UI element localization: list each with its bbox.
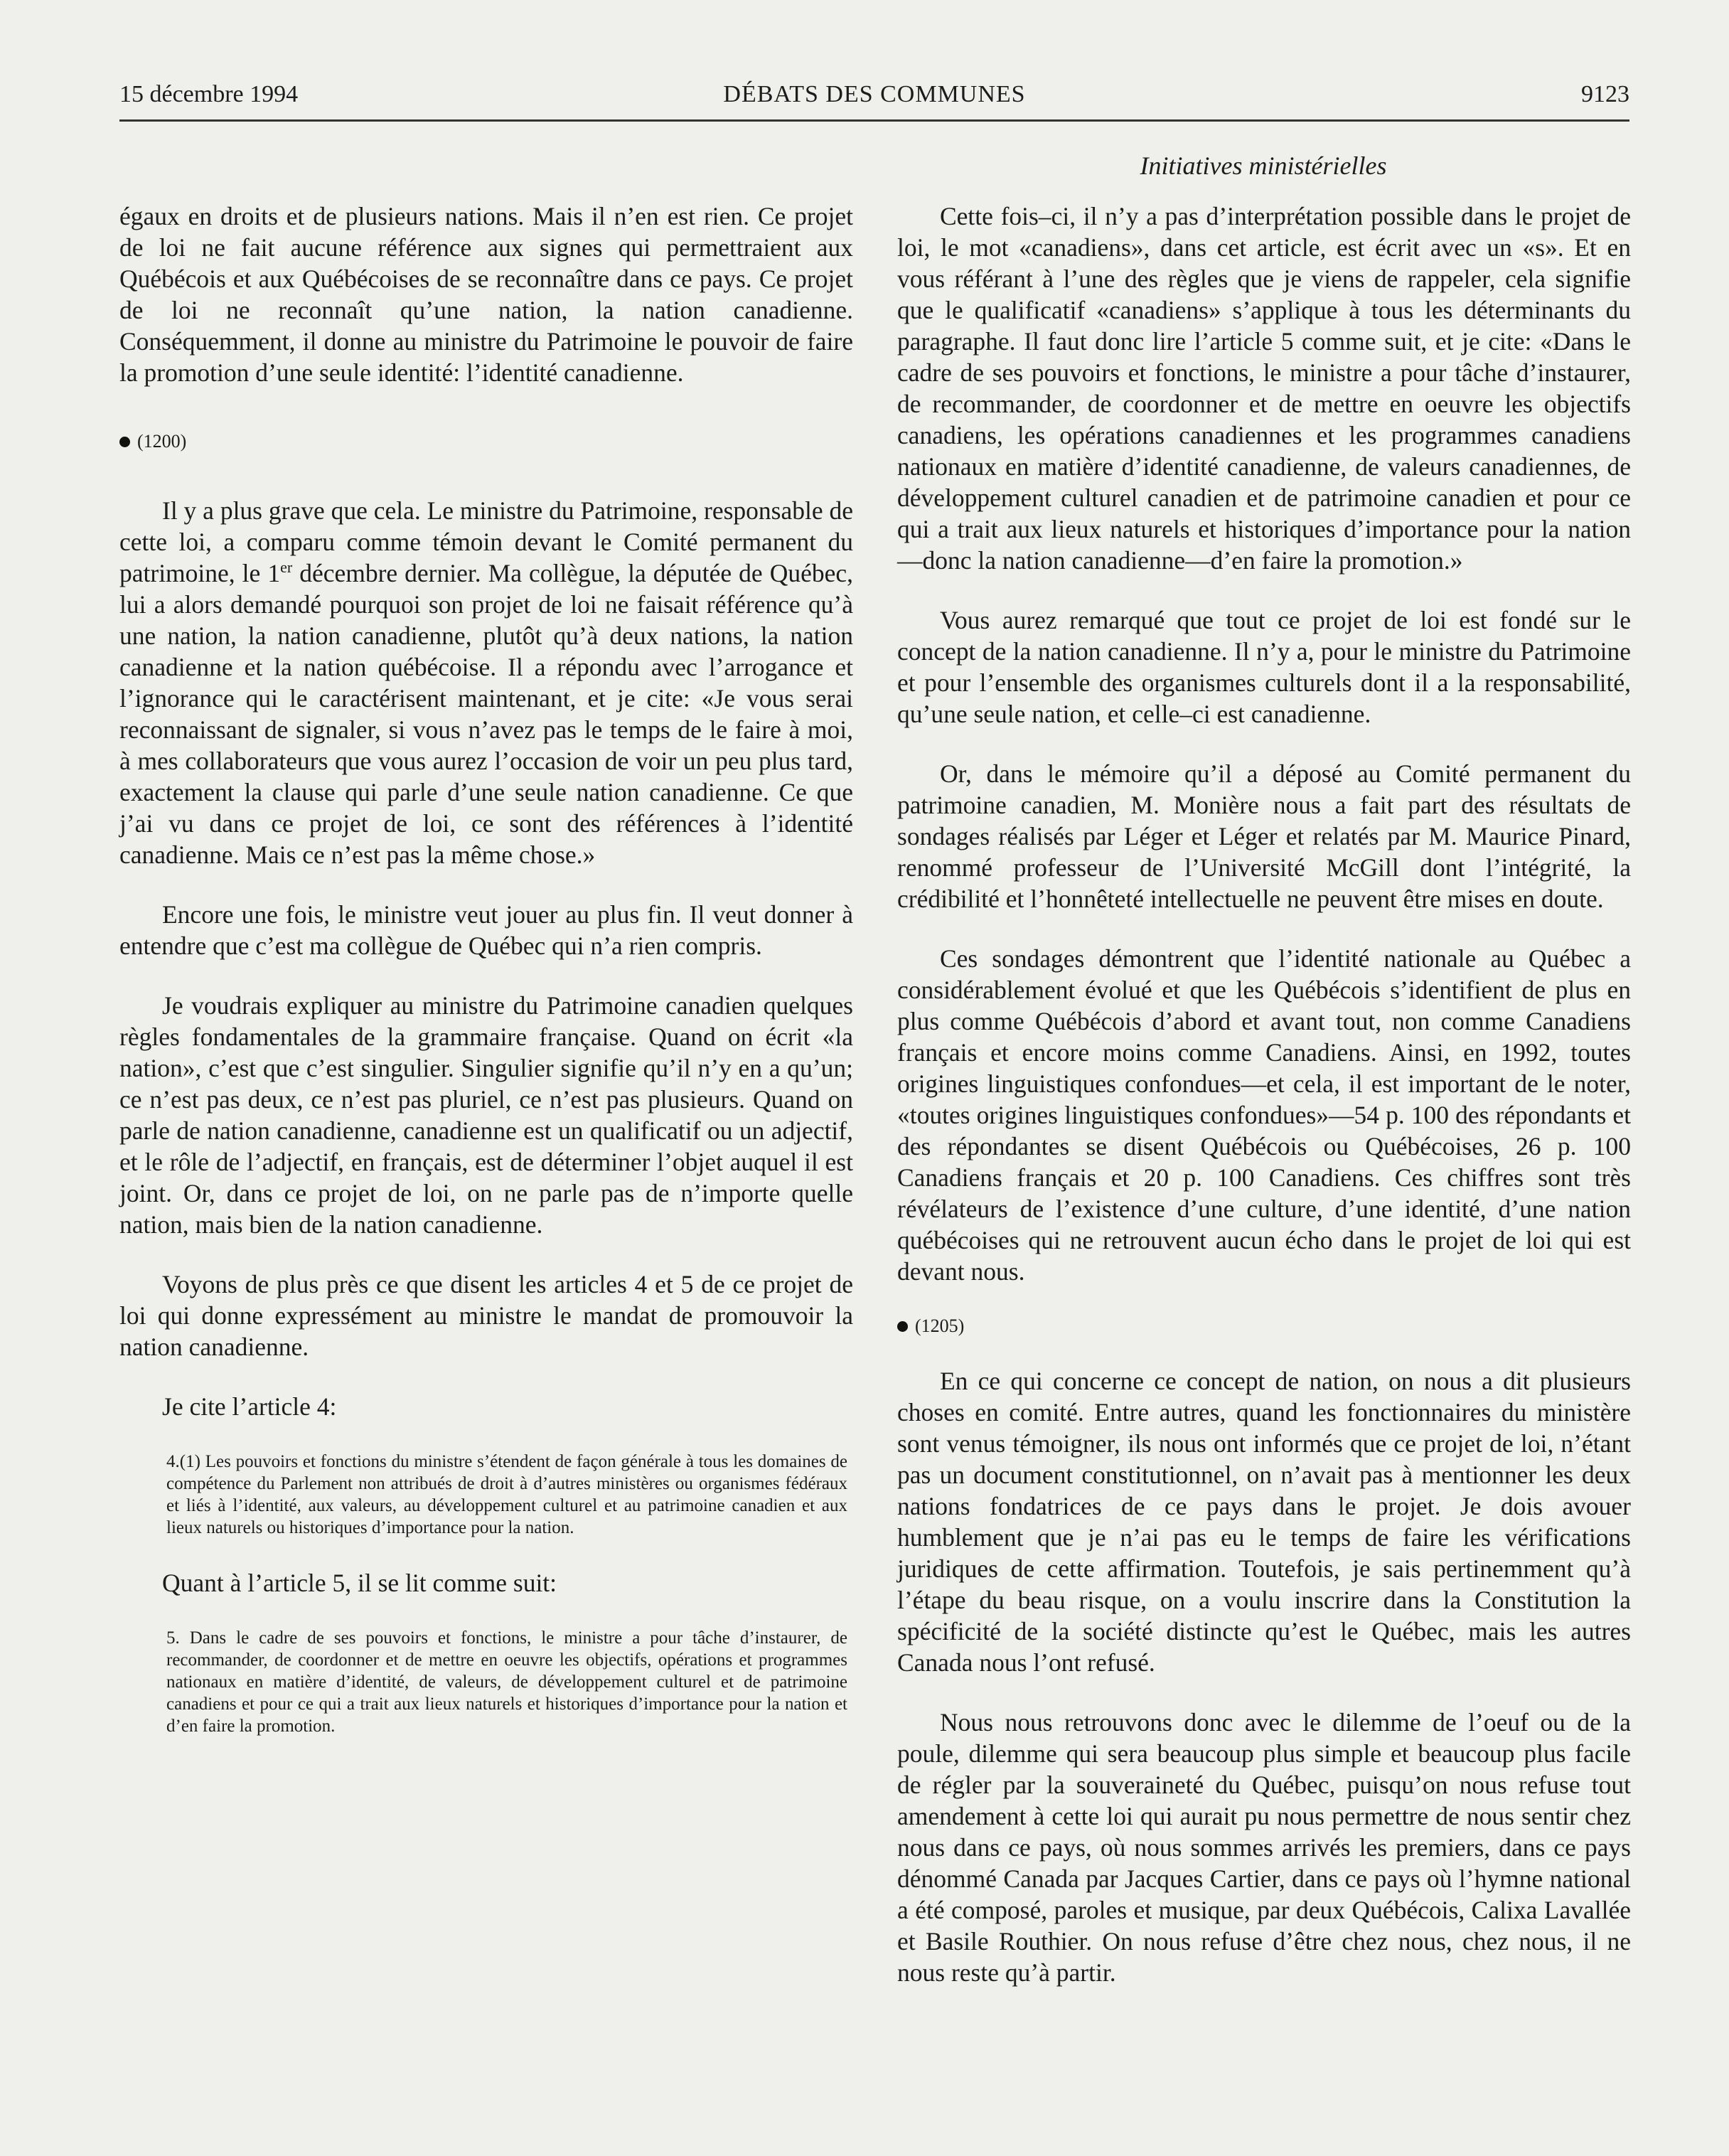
paragraph: égaux en droits et de plusieurs nations. Mais il n’en est rien. Ce projet de loi ne fait aucune référence aux signes qui permettraient aux Québécois et aux Québécoises de se reconnaître dans ce pays. Ce projet de loi ne reconnaît qu’une nation, la nation canadienne. Conséquemment, il donne au ministre du Patrimoine le pouvoir de faire la promotion d’une seule identité: l’identité canadienne. — [119, 202, 853, 387]
paragraph-text: décembre dernier. Ma collègue, la députée de Québec, lui a alors demandé pourquoi son projet de loi ne faisait référence qu’à une nation, la nation canadienne, plutôt qu’à deux nations, la nation canadienne et la nation québécoise. Il a répondu avec l’arrogance et l’ignorance qui le caractérisent maintenant, et je cite: «Je vous serai reconnaissant de signaler, si vous n’avez pas le temps de le faire à moi, à mes collaborateurs que vous aurez l’occasion de voir un peu plus tard, exactement la clause qui parle d’une seule nation canadienne. Ce que j’ai vu dans ce projet de loi, ce sont des références à l’identité canadienne. Mais ce n’est pas la même chose.» — [119, 559, 853, 869]
time-label: (1200) — [137, 431, 187, 452]
left-column — [119, 201, 853, 1737]
bullet-icon — [897, 1321, 908, 1332]
paragraph — [119, 495, 853, 870]
bullet-icon — [119, 437, 130, 447]
superscript: er — [280, 558, 293, 577]
law-excerpt: 5. Dans le cadre de ses pouvoirs et fonctions, le ministre a pour tâche d’instaurer, de recommander, de coordonner et de mettre en oeuvre les objectifs, opérations et programmes nationaux en matière d’identité, de valeurs, de développement culturel et de patrimoine canadiens et pour ce qui a trait aux lieux naturels et historiques d’importance pour la nation et d’en faire la promotion. — [166, 1628, 847, 1736]
section-heading: Initiatives ministérielles — [1140, 151, 1387, 180]
right-column — [897, 201, 1631, 1988]
law-excerpt: 4.(1) Les pouvoirs et fonctions du ministre s’étendent de façon générale à tous les domaines de compétence du Parlement non attribués de droit à d’autres ministères ou organismes fédéraux et liés à l’identité, aux valeurs, au développement culturel et au patrimoine canadien et aux lieux naturels ou historiques d’importance pour la nation. — [166, 1452, 847, 1537]
header-date: 15 décembre 1994 — [119, 81, 299, 107]
paragraph: Je voudrais expliquer au ministre du Patrimoine canadien quelques règles fondamentales de la grammaire française. Quand on écrit «la nation», c’est que c’est singulier. Singulier signifie qu’il n’y en a qu’un; ce n’est pas deux, ce n’est pas pluriel, ce n’est pas plusieurs. Quand on parle de nation canadienne, canadienne est un qualificatif ou un adjectif, et le rôle de l’adjectif, en français, est de déterminer l’objet auquel il est joint. Or, dans ce projet de loi, on ne parle pas de n’importe quelle nation, mais bien de la nation canadienne. — [119, 991, 853, 1239]
time-label: (1205) — [915, 1316, 965, 1336]
header-title: DÉBATS DES COMMUNES — [723, 81, 1026, 107]
time-marker — [119, 431, 853, 452]
page-number: 9123 — [1581, 81, 1629, 107]
paragraph: Encore une fois, le ministre veut jouer au plus fin. Il veut donner à entendre que c’est ma collègue de Québec qui n’a rien compris. — [119, 900, 853, 960]
paragraph: Or, dans le mémoire qu’il a déposé au Comité permanent du patrimoine canadien, M. Monière nous a fait part des résultats de sondages réalisés par Léger et Léger et relatés par M. Maurice Pinard, renommé professeur de l’Université McGill dont l’intégrité, la crédibilité et l’honnêteté intellectuelle ne peuvent être mises en doute. — [897, 759, 1631, 913]
citation-intro: Je cite l’article 4: — [162, 1392, 337, 1421]
paragraph-text: Il y a plus grave que cela. Le ministre du Patrimoine, responsable de cette loi, a comparu comme témoin devant le Comité permanent du patrimoine, le 1 — [119, 496, 854, 587]
paragraph: Voyons de plus près ce que disent les articles 4 et 5 de ce projet de loi qui donne expressément au ministre le mandat de promouvoir la nation canadienne. — [119, 1270, 853, 1361]
running-header — [119, 77, 1629, 122]
time-marker — [897, 1316, 1631, 1337]
paragraph: Nous nous retrouvons donc avec le dilemme de l’oeuf ou de la poule, dilemme qui sera beaucoup plus simple et beaucoup plus facile de régler par la souveraineté du Québec, puisqu’on nous refuse tout amendement à cette loi qui aurait pu nous permettre de nous sentir chez nous dans ce pays, où nous sommes arrivés les premiers, dans ce pays dénommé Canada par Jacques Cartier, dans ce pays où l’hymne national a été composé, paroles et musique, par deux Québécois, Calixa Lavallée et Basile Routhier. On nous refuse d’être chez nous, chez nous, il ne nous reste qu’à partir. — [897, 1708, 1631, 1987]
paragraph: Cette fois–ci, il n’y a pas d’interprétation possible dans le projet de loi, le mot «canadiens», dans cet article, est écrit avec un «s». Et en vous référant à l’une des règles que je viens de rappeler, cela signifie que le qualificatif «canadiens» s’applique à tous les déterminants du paragraphe. Il faut donc lire l’article 5 comme suit, et je cite: «Dans le cadre de ses pouvoirs et fonctions, le ministre a pour tâche d’instaurer, de recommander, de coordonner et de mettre en oeuvre les objectifs canadiens, les opérations canadiennes et les programmes canadiens nationaux en matière d’identité canadienne, de valeurs canadiennes, de développement culturel canadien et de patrimoine canadien et pour ce qui a trait aux lieux naturels et historiques d’importance pour la nation—donc la nation canadienne—d’en faire la promotion.» — [897, 202, 1631, 575]
citation-intro: Quant à l’article 5, il se lit comme suit: — [162, 1569, 557, 1597]
paragraph: En ce qui concerne ce concept de nation, on nous a dit plusieurs choses en comité. Entre autres, quand les fonctionnaires du ministère sont venus témoigner, ils nous ont informés que ce projet de loi, n’étant pas un document constitutionnel, on n’avait pas à mentionner les deux nations fondatrices de ce pays dans le projet. Je dois avouer humblement que je n’ai pas eu le temps de faire les vérifications juridiques de cette affirmation. Toutefois, je sais pertinemment qu’à l’étape du beau risque, on a voulu inscrire dans la Constitution la spécificité de la société distincte qu’est le Québec, mais les autres Canada nous l’ont refusé. — [897, 1367, 1631, 1677]
paragraph: Ces sondages démontrent que l’identité nationale au Québec a considérablement évolué et que les Québécois s’identifient de plus en plus comme Québécois d’abord et avant tout, non comme Canadiens français et encore moins comme Canadiens. Ainsi, en 1992, toutes origines linguistiques confondues—et cela, il est important de le noter, «toutes origines linguistiques confondues»—54 p. 100 des répondants et des répondantes se disent Québécois ou Québécoises, 26 p. 100 Canadiens français et 20 p. 100 Canadiens. Ces chiffres sont très révélateurs de l’existence d’une culture, d’une identité, d’une nation québécoises qui ne retrouvent aucun écho dans le projet de loi qui est devant nous. — [897, 944, 1631, 1286]
paragraph: Vous aurez remarqué que tout ce projet de loi est fondé sur le concept de la nation canadienne. Il n’y a, pour le ministre du Patrimoine et pour l’ensemble des organismes culturels dont il a la responsabilité, qu’une seule nation, et celle–ci est canadienne. — [897, 606, 1631, 728]
